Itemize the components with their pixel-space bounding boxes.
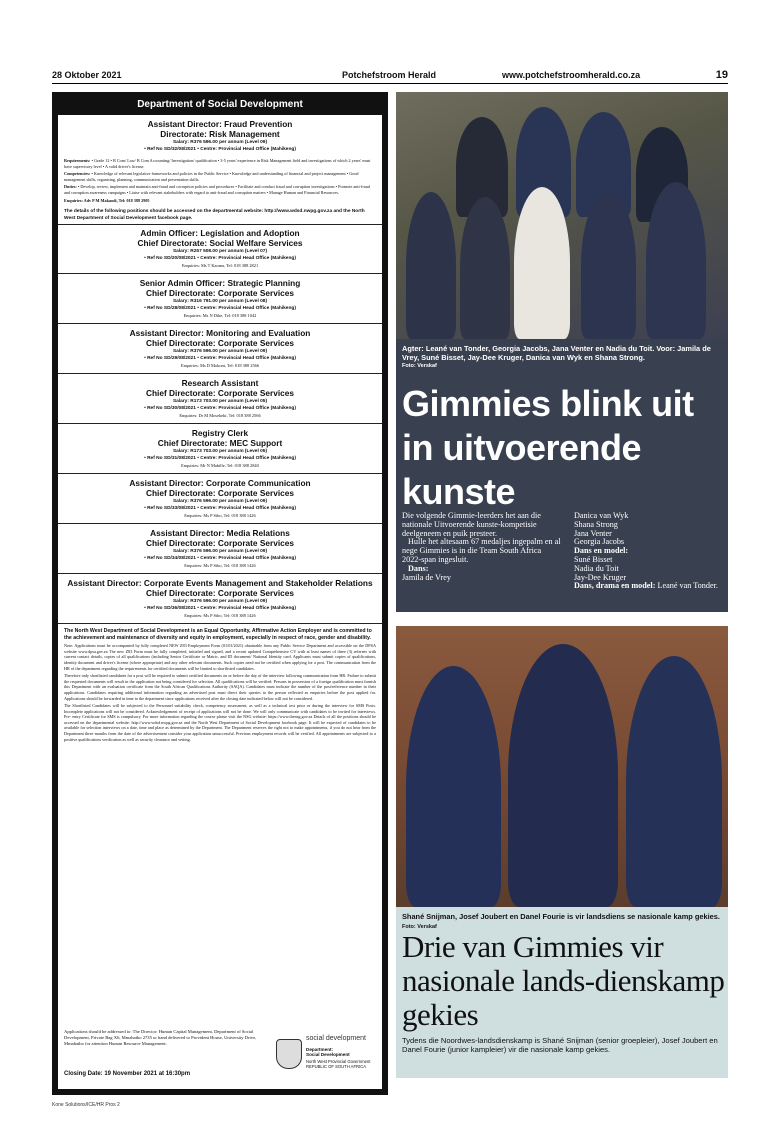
equal-opportunity-statement: The North West Department of Social Development is an Equal Opportunity, Affirmative Action Employer and is committed to the achievement and maintenance of diversity and equity in employment, especially in respect of race, gender and disability. xyxy=(64,627,372,641)
job-enquiries: Enquiries: Mr N Mabille, Tel: 018 388 2840 xyxy=(181,462,259,468)
dans-names: Danica van Wyk Shana Strong Jana Venter Georgia Jacobs xyxy=(574,511,629,547)
job-enquiries: Enquiries: Ms N Dibe, Tel: 018 388 1042 xyxy=(183,312,257,318)
job-ref: • Ref No SD/28/08/2021 • Centre: Provincial Head Office (Mahikeng) xyxy=(144,305,296,311)
competencies xyxy=(58,171,382,182)
department-logo xyxy=(276,1035,386,1081)
enquiries: Enquiries: Adv P M Makaodi, Tel: 018 388 2905 xyxy=(64,197,150,203)
drama-names: Leané van Tonder. xyxy=(657,581,718,591)
drama-line xyxy=(568,582,724,591)
job-title: Assistant Director: Corporate Communication xyxy=(129,477,311,488)
job-ref: • Ref No SD/29/08/2021 • Centre: Provincial Head Office (Mahikeng) xyxy=(144,355,296,361)
job-salary: Salary: R257 508.00 per annum (Level 07) xyxy=(172,248,268,254)
photo-figure xyxy=(646,182,706,339)
job-salary: Salary: R376 596.00 per annum (Level 09) xyxy=(172,498,268,504)
article-national-camp xyxy=(396,626,728,1078)
job-ref: • Ref No SD/30/08/2021 • Centre: Provincial Head Office (Mahikeng) xyxy=(144,405,296,411)
group-photo xyxy=(396,92,728,339)
photo-credit: Foto: Verskaf xyxy=(402,924,437,930)
job-directorate: Chief Directorate: MEC Support xyxy=(157,437,283,448)
drama-label: Dans, drama en model: xyxy=(574,581,656,591)
duties-label: Duties: xyxy=(64,184,77,190)
job-directorate: Chief Directorate: Corporate Services xyxy=(145,587,294,598)
job-title: Senior Admin Officer: Strategic Planning xyxy=(139,277,301,288)
requirements-text: • Grade 12 • B Com/ Law/ B Com Accounting/ Investigation/ qualification • 3-5 years' experience in Risk Management field and investigations of which 2 years' must have supervisory level • A valid driver's license. xyxy=(64,158,371,169)
photo-credit: Foto: Verskaf xyxy=(402,363,437,369)
photo-figure xyxy=(460,197,510,339)
requirements-label: Requirements: xyxy=(64,158,91,163)
advert-title: Department of Social Development xyxy=(57,97,383,115)
job-enquiries: Enquiries: Ms P Sibo, Tel: 018 388 1426 xyxy=(184,562,256,568)
requirements xyxy=(58,158,382,169)
job-listing xyxy=(58,278,382,324)
job-title: Assistant Director: Fraud Prevention xyxy=(147,119,293,129)
photo-figure xyxy=(514,187,570,339)
body-paragraph: Hulle het altesaam 67 medaljes ingepalm en al nege Gimmies is in die Team South Africa 2022-span ingesluit. xyxy=(402,537,561,564)
note-paragraph: The Shortlisted Candidates will be subjected to the Personnel suitability check, competency assessment, as well as a technical test prior or during the interview for SMS Posts. Incomplete applications will not be considered. Acknowledgement of receipt of applications will not be done. We will only communicate with candidates to be invited for interviews. Pre- entry Certificate for SMS is compulsory. For more information regarding the course please visit the NSG website: https://www.thensg.gov.za Details of all the positions should be accessed on the departmental website: http://www.wdsd.nwpg.gov.za and the North West Department of Social Development facebook page. It will be expected of candidates to be available for selection interviews on a date, time and place as determined by the Department. The Department reserves the right not to make appointments, if you do not hear from the Department three months from the date of the advertisement consider your application unsuccessful. Previous employment records will be verified. All appointments are subjected to a positive qualifications verification as well as security clearance and vetting. xyxy=(64,703,376,742)
article-gimmies-arts xyxy=(396,92,728,612)
competencies-label: Competencies: xyxy=(64,171,91,177)
job-listing xyxy=(58,578,382,624)
logo-dept: Department: Social Development xyxy=(306,1047,350,1058)
job-title: Assistant Director: Media Relations xyxy=(150,527,290,538)
website-link[interactable]: www.potchefstroomherald.co.za xyxy=(502,70,641,80)
job-listing xyxy=(58,328,382,374)
job-listing xyxy=(58,119,382,157)
logo-gov: North West Provincial Government REPUBLIC OF SOUTH AFRICA xyxy=(306,1059,371,1070)
job-enquiries: Enquiries: Ms D Mokoni, Tel: 018 388 2566 xyxy=(180,362,260,368)
job-ref: • Ref No SD/20/08/2021 • Centre: Provincial Head Office (Mahikeng) xyxy=(144,255,296,261)
job-salary: Salary: R173 703.00 per annum (Level 05) xyxy=(172,448,268,454)
job-listing xyxy=(58,378,382,424)
dans-names: Jamila de Vrey xyxy=(402,572,451,582)
job-salary: Salary: R376 596.00 per annum (Level 09) xyxy=(172,348,268,354)
photo-figure xyxy=(406,192,456,339)
duties xyxy=(58,184,382,195)
coat-of-arms-icon xyxy=(276,1039,302,1069)
caption-text: Shané Snijman, Josef Joubert en Danel Fourie is vir landsdiens se nasionale kamp gekies. xyxy=(402,912,720,921)
photo-figure xyxy=(581,192,636,339)
job-listing xyxy=(58,528,382,574)
application-address: Applications should be addressed to: The Director: Human Capital Management, Department of Social Development, Private Bag X6, Mmabatho 2735 or hand delivered to Provident House, University Drive, Mmabatho for attention Human Resource Management. xyxy=(64,1029,257,1046)
job-directorate: Chief Directorate: Corporate Services xyxy=(145,337,294,348)
job-ref: • Ref No SD/34/08/2021 • Centre: Provincial Head Office (Mahikeng) xyxy=(144,555,296,561)
model-label: Dans en model: xyxy=(574,546,629,556)
article-body: Tydens die Noordwes-landsdienskamp is Shané Snijman (senior groepleier), Josef Joubert en Danel Fourie (junior kampleier) vir die nasionale kamp gekies. xyxy=(402,1036,718,1054)
note-paragraph: Note: Applications must be accompanied by fully completed NEW Z83 Employment Form (01/01/2021) obtainable from any Public Service Department and accessible on the DPSA website www.dpsa.gov.za The new Z83 Form must be fully completed, initialed and signed, and a recent updated Comprehensive CV with at least names of three (3) referees with current contact details, copies of all qualifications (including Senior Certificate or Matric, and ID document/ National Identity card. Applicants must submit copies of qualifications, identity document and driver's license (where appropriate) and any other relevant documents. Such copies need not be certified when applying for a post. The communication from the HR of the department regarding the requirements for certified documents will be limited to shortlisted candidates. xyxy=(64,643,376,671)
job-directorate: Directorate: Risk Management xyxy=(160,129,280,139)
job-title: Admin Officer: Legislation and Adoption xyxy=(140,227,300,238)
photo-caption xyxy=(402,344,722,371)
job-listing xyxy=(58,478,382,524)
job-title: Assistant Director: Corporate Events Management and Stakeholder Relations xyxy=(67,577,373,588)
page-header xyxy=(52,70,728,84)
job-directorate: Chief Directorate: Corporate Services xyxy=(145,537,294,548)
job-ref: • Ref No SD/33/08/2021 • Centre: Provincial Head Office (Mahikeng) xyxy=(144,505,296,511)
job-salary: Salary: R376 596.00 per annum (Level 09) xyxy=(172,598,268,604)
job-ref: • Ref No SD/32/08/2021 • Centre: Provincial Head Office (Mahikeng) xyxy=(144,147,296,152)
model-names: Suné Bisset Nadia du Toit Jay-Dee Kruger xyxy=(574,554,627,582)
job-listing xyxy=(58,428,382,474)
job-salary: Salary: R376 596.00 per annum (Level 09) xyxy=(172,140,268,145)
job-title: Assistant Director: Monitoring and Evaluation xyxy=(129,327,311,338)
issue-date: 28 Oktober 2021 xyxy=(52,70,122,80)
ad-credit: Kone Solutions/ICE/HR Pros 2 xyxy=(52,1102,120,1108)
job-salary: Salary: R173 703.00 per annum (Level 05) xyxy=(172,398,268,404)
job-directorate: Chief Directorate: Corporate Services xyxy=(145,287,294,298)
job-title: Registry Clerk xyxy=(191,427,249,438)
job-directorate: Chief Directorate: Corporate Services xyxy=(145,387,294,398)
details-note: The details of the following positions should be accessed on the departmental website: http://www.wdsd.nwpg.gov.za and the North West Department of Social Development facebook page. xyxy=(58,207,382,225)
photo-figure xyxy=(508,644,618,907)
headline: Drie van Gimmies vir nasionale lands-dienskamp gekies xyxy=(402,929,725,1032)
note-paragraph: Therefore only shortlisted candidates for a post will be required to submit certified documents on or before the day of the interview following communication from HR. Failure to submit the requested documents will result in the application not being considered for selection. All qualifications will be verified. Persons in possession of a foreign qualification must furnish this Department with an evaluation certificate from the South African Qualifications Authority (SAQA). Candidates must indicate the number of the post/reference number in their applications. Candidates requiring additional information regarding an advertised post must direct their queries to the person reflected as enquiries before the post applied for. Applications should be forwarded in time to the department since applications received after the closing date indicated below will not be considered. xyxy=(64,673,376,701)
job-enquiries: Enquiries: Ms P Sibo, Tel: 018 388 1426 xyxy=(184,612,256,618)
headline: Gimmies blink uit in uitvoerende kunste xyxy=(402,383,694,512)
page-number: 19 xyxy=(715,69,728,81)
job-salary: Salary: R316 791.00 per annum (Level 08) xyxy=(172,298,268,304)
competencies-text: • Knowledge of relevant legislative frameworks and policies in the Public Service • Knowledge and understanding of financial and project management • Good management skills, organising, planning, communication and presentation skills. xyxy=(64,171,359,182)
body-paragraph: Die volgende Gimmie-leerders het aan die nationale Uitvoerende kunste-kompetisie deelgeneem en puik presteer. xyxy=(402,511,541,538)
dans-label: Dans: xyxy=(408,563,429,573)
job-enquiries: Enquiries: Dr M Mosekeki, Tel: 018 388 2566 xyxy=(179,412,261,418)
job-enquiries: Enquiries: Ms P Sibo, Tel: 018 388 1426 xyxy=(184,512,256,518)
advert-footer xyxy=(64,1029,384,1085)
caption-text: Agter: Leané van Tonder, Georgia Jacobs, Jana Venter en Nadia du Toit. Voor: Jamila de Vrey, Suné Bisset, Jay-Dee Kruger, Danica van Wyk en Shana Strong. xyxy=(402,344,711,362)
job-enquiries: Enquiries: Ms T Kaoma, Tel: 018 388 2821 xyxy=(181,262,259,268)
paper-name: Potchefstroom Herald xyxy=(342,70,437,80)
photo-figure xyxy=(626,656,722,907)
article-body-right xyxy=(568,512,724,591)
job-title: Research Assistant xyxy=(181,377,259,388)
photo-figure xyxy=(406,666,501,907)
logo-brand: social development xyxy=(306,1035,366,1042)
article-body xyxy=(402,512,562,582)
job-directorate: Chief Directorate: Corporate Services xyxy=(145,487,294,498)
trio-photo xyxy=(396,626,728,907)
job-ref: • Ref No SD/31/08/2021 • Centre: Provincial Head Office (Mahikeng) xyxy=(144,455,296,461)
closing-date: Closing Date: 19 November 2021 at 16:30pm xyxy=(64,1071,191,1077)
job-salary: Salary: R376 596.00 per annum (Level 09) xyxy=(172,548,268,554)
job-ref: • Ref No SD/36/08/2021 • Centre: Provincial Head Office (Mahikeng) xyxy=(144,605,296,611)
job-listing xyxy=(58,228,382,274)
duties-text: • Develop, review, implement and maintain anti-fraud and corruption policies and procedures • Facilitate and conduct fraud and corruption investigations • Promote anti-fraud and corruption awareness campaigns • Liaise with relevant stakeholders with regard to anti-fraud and corruption matters • Manage Human and Financial Resources. xyxy=(64,184,370,195)
job-directorate: Chief Directorate: Social Welfare Services xyxy=(137,237,303,248)
job-advert xyxy=(52,92,388,1095)
